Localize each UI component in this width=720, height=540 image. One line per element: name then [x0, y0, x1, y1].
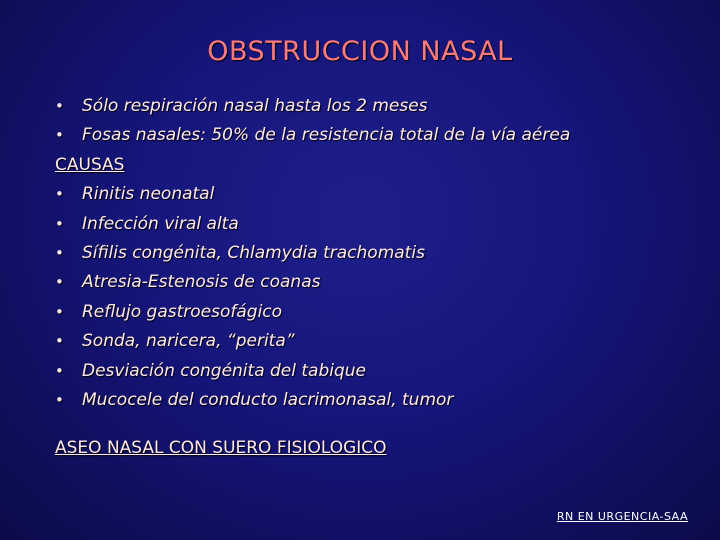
cause-item [55, 210, 695, 239]
cause-item [55, 298, 695, 327]
bullet-icon: • [55, 97, 64, 115]
cause-item [55, 268, 695, 297]
intro-item-text: Sólo respiración nasal hasta los 2 meses [82, 96, 428, 116]
cause-item-text: Rinitis neonatal [82, 184, 215, 205]
bullet-icon: • [55, 361, 64, 380]
cause-item-text: Mucocele del conducto lacrimonasal, tumor [82, 389, 454, 410]
bullet-icon: • [55, 214, 64, 233]
footer-credit: RN EN URGENCIA-SAA [556, 510, 688, 523]
recommendation-text: ASEO NASAL CON SUERO FISIOLOGICO [55, 438, 387, 458]
cause-item-text: Atresia-Estenosis de coanas [82, 272, 321, 293]
cause-item-text: Sonda, naricera, “perita” [82, 331, 295, 352]
cause-item-text: Reflujo gastroesofágico [82, 301, 283, 322]
cause-item [55, 357, 695, 386]
slide-title: OBSTRUCCION NASAL [207, 36, 513, 67]
bullet-icon: • [55, 302, 64, 321]
bullet-icon: • [55, 126, 64, 145]
bullet-icon: • [55, 332, 64, 351]
causes-heading: CAUSAS [55, 154, 125, 175]
cause-item-text: Sífilis congénita, Chlamydia trachomatis [82, 242, 425, 263]
intro-item [55, 92, 695, 121]
cause-item [55, 327, 695, 356]
cause-item-text: Infección viral alta [82, 213, 239, 234]
cause-item [55, 386, 695, 415]
intro-item [55, 121, 695, 150]
bullet-icon: • [55, 243, 64, 262]
bullet-icon: • [55, 273, 64, 292]
cause-item-text: Desviación congénita del tabique [82, 360, 367, 381]
bullet-icon: • [55, 390, 64, 409]
bullet-icon: • [55, 185, 64, 204]
cause-item [55, 239, 695, 268]
intro-item-text: Fosas nasales: 50% de la resistencia total de la vía aérea [82, 125, 571, 146]
causes-heading-row [55, 151, 695, 180]
slide-content [55, 92, 695, 415]
cause-item [55, 180, 695, 209]
